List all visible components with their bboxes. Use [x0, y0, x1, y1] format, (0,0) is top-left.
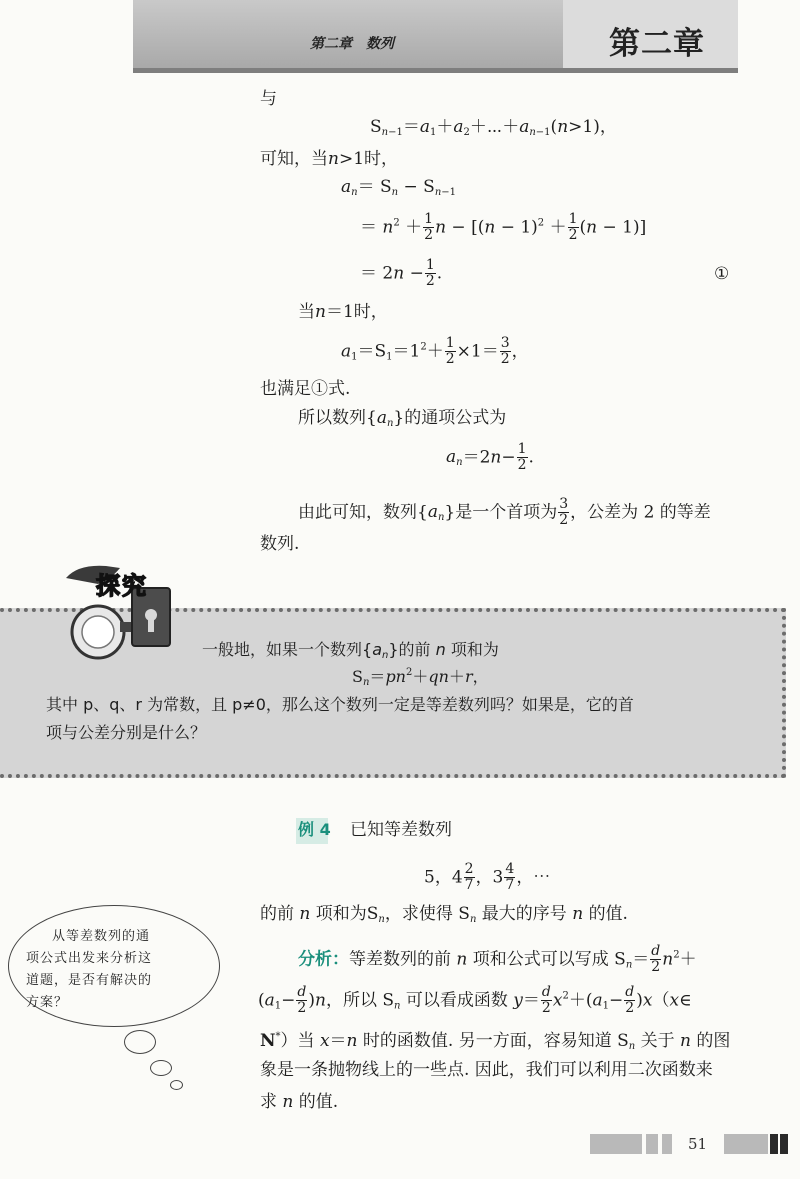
example-sequence: 5，4 $\frac{2}{7}$ ，3 $\frac{4}{7}$ ，⋯ [424, 861, 551, 894]
explore-line-4: 项与公差分别是什么？ [46, 723, 207, 742]
example-intro: 已知等差数列 [350, 820, 452, 840]
bubble-dot-medium [150, 1060, 172, 1076]
footer-bar-6 [780, 1134, 788, 1154]
bubble-dot-large [124, 1030, 156, 1054]
bubble-line-1: 从等差数列的通 [52, 929, 151, 944]
formula-an-diff: $a_n= S_n - S_{n-1}$ [341, 177, 457, 198]
footer-bar-1 [590, 1134, 642, 1154]
bubble-line-3: 道题，是否有解决的 [26, 973, 153, 988]
equation-marker: ① [714, 264, 730, 284]
footer-bar-4 [724, 1134, 768, 1154]
analysis-line-4: 象是一条抛物线上的一些点. 因此，我们可以利用二次函数来 [260, 1060, 713, 1080]
footer-bar-3 [662, 1134, 672, 1154]
explore-title: 探究 [96, 572, 148, 600]
text-yu: 与 [260, 89, 277, 109]
formula-s-n-minus-1: $S_{n-1}=a_1+a_2+\cdots+a_{n-1}(n>1)$， [370, 117, 617, 138]
bubble-dot-small [170, 1080, 183, 1090]
formula-result: ＝ 2n − $\frac{1}{2}$ . [360, 257, 443, 290]
bubble-line-4: 方案？ [26, 995, 69, 1010]
section-label: 第二章 数列 [310, 36, 394, 52]
analysis-line-3: N*）当 x＝n 时的函数值. 另一方面，容易知道 $S_n$ 关于 n 的图 [260, 1031, 731, 1052]
text-line-when: 可知，当n>1时， [260, 149, 399, 169]
page-number: 51 [688, 1135, 708, 1153]
text-when-n1: 当n＝1时， [298, 302, 388, 322]
example-label: 例 4 [298, 820, 331, 839]
bubble-line-2: 项公式出发来分析这 [26, 951, 153, 966]
formula-a1: $a_1=S_1=1^2+$ $\frac{1}{2}$ ×1＝ $\frac{3}{2}$ ， [341, 335, 529, 368]
header-shadow [133, 68, 738, 73]
chapter-label: 第二章 [609, 26, 705, 62]
footer-bar-5 [770, 1134, 778, 1154]
analysis-line-2: ($a_1-$ $\frac{d}{2}$ )n，所以 $S_n$ 可以看成函数 y＝ $\frac{d}{2}$ $x^2+(a_1-$ $\frac{d}{2}$ )x（x∈ [258, 984, 692, 1017]
explore-line-3: 其中 p、q、r 为常数，且 p≠0，那么这个数列一定是等差数列吗？如果是，它的首 [46, 695, 634, 714]
explore-formula: $S_n=pn^2+qn+r$， [352, 667, 489, 688]
text-sequence-end: 数列. [260, 534, 300, 554]
analysis-line-1: 分析：等差数列的前 n 项和公式可以写成 $S_n=$ $\frac{d}{2}$ $n^2+$ [298, 943, 697, 976]
explore-line-1: 一般地，如果一个数列$\{a_n\}$的前 n 项和为 [202, 640, 499, 661]
footer-bar-2 [646, 1134, 658, 1154]
analysis-line-5: 求 n 的值. [260, 1092, 339, 1112]
text-satisfy: 也满足①式. [260, 379, 351, 399]
formula-expansion: ＝ $n^2$ ＋ $\frac{1}{2}$ $n - [(n - 1)^2$ ＋ $\frac{1}{2}$ (n − 1)] [360, 211, 647, 244]
example-question: 的前 n 项和为$S_n$，求使得 $S_n$ 最大的序号 n 的值. [260, 904, 628, 925]
text-general-term: 所以数列$\{a_n\}$的通项公式为 [298, 408, 507, 429]
text-conclusion: 由此可知，数列$\{a_n\}$是一个首项为 $\frac{3}{2}$ ，公差为 2 的等差 [298, 496, 711, 529]
formula-general-term: $a_n=2n-$ $\frac{1}{2}$ . [446, 441, 534, 474]
